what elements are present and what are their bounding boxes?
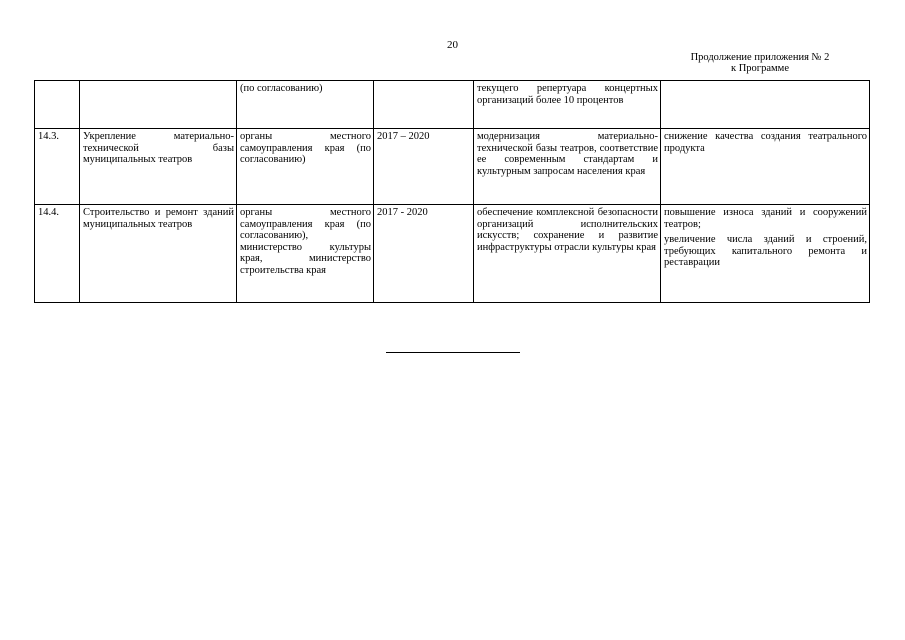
- executor-cell: [237, 129, 374, 205]
- continuation-line-2: к Программе: [731, 63, 789, 74]
- row-number: 14.4.: [35, 205, 80, 303]
- result-cell: [474, 81, 661, 129]
- measure-name: Строительство и ремонт зданий муниципальных театров: [80, 205, 237, 303]
- table-row: [35, 129, 870, 205]
- consequence-cell: [661, 205, 870, 303]
- result-text: модернизация материально-технической базы театров, соответствие ее современным стандартам и культурным запросам населения края: [477, 131, 658, 177]
- executor-cell: [237, 205, 374, 303]
- continuation-header: [660, 52, 860, 74]
- result-text: текущего репертуара концертных организаций более 10 процентов: [477, 83, 658, 106]
- row-number: 14.3.: [35, 129, 80, 205]
- result-cell: [474, 129, 661, 205]
- consequence-cell: [661, 81, 870, 129]
- result-cell: [474, 205, 661, 303]
- consequence-text: повышение износа зданий и сооружений театров;: [664, 207, 867, 230]
- table-row: [35, 205, 870, 303]
- result-text: обеспечение комплексной безопасности организаций исполнительских искусств; сохранение и развитие инфраструктуры отрасли культуры края: [477, 207, 658, 253]
- end-divider: [386, 352, 520, 353]
- table-row: [35, 81, 870, 129]
- continuation-line-1: Продолжение приложения № 2: [690, 52, 830, 63]
- period-cell: 2017 – 2020: [374, 129, 474, 205]
- executor-cell: [237, 81, 374, 129]
- measure-name: [80, 81, 237, 129]
- consequence-text: увеличение числа зданий и строений, требующих капитального ремонта и реставрации: [664, 234, 867, 269]
- consequence-text: снижение качества создания театрального продукта: [664, 131, 867, 154]
- measure-name: Укрепление материально-технической базы муниципальных театров: [80, 129, 237, 205]
- measures-table: [34, 80, 870, 303]
- row-number: [35, 81, 80, 129]
- consequence-cell: [661, 129, 870, 205]
- executor-text: (по согласованию): [240, 83, 323, 94]
- executor-text: органы местного самоуправления края (по согласованию), министерство культуры края, министерство строительства края: [240, 207, 371, 276]
- executor-text: органы местного самоуправления края (по согласованию): [240, 131, 371, 166]
- period-cell: [374, 81, 474, 129]
- page-number: 20: [447, 39, 458, 51]
- period-cell: 2017 - 2020: [374, 205, 474, 303]
